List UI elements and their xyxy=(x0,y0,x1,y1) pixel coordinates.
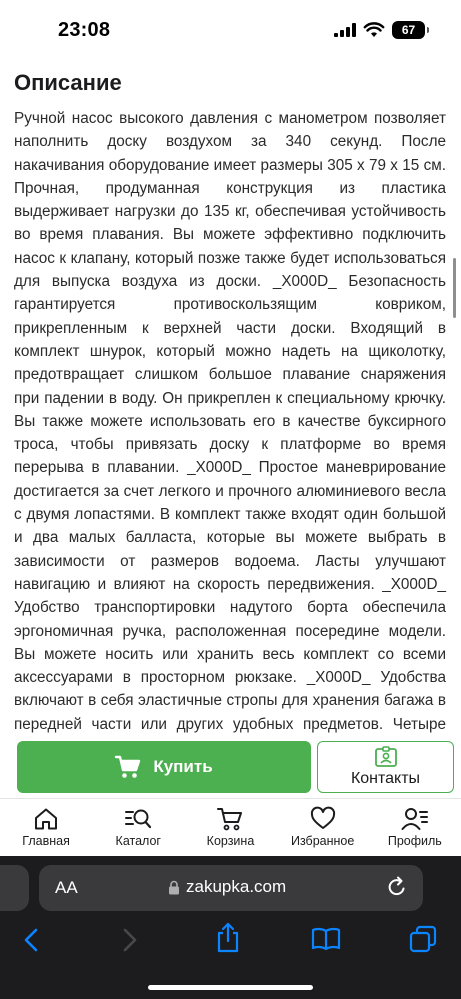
cellular-signal-icon xyxy=(334,23,356,37)
home-indicator xyxy=(148,985,313,990)
home-icon xyxy=(33,807,59,831)
tab-cart[interactable] xyxy=(185,799,275,856)
tab-favorites[interactable] xyxy=(278,799,368,856)
product-description: Ручной насос высокого давления с манометром позволяет наполнить доску воздухом за 340 секунд. После накачивания оборудование имеет размеры 305 x 79 x 15 см. Прочная, продуманная конструкция из пластика выдерживает нагрузки до 135 кг, обеспечивая устойчивость во время плавания. Вы можете эффективно подключить насос к клапану, который позже также будет использоваться для выпуска воздуха из доски. _X000D_ Безопасность гарантируется противоскользящим ковриком, прикрепленным к верхней части доски. Входящий в комплект шнурок, который можно надеть на щиколотку, предотвращает слишком большое плавание снаряжения при падении в воду. Он прикреплен к специальному крючку. Вы также можете использовать его в качестве буксирного троса, чтобы привязать доску к платформе во время перерыва в плавании. _X000D_ Простое маневрирование достигается за счет легкого и прочного алюминиевого весла с двумя лопастями. В комплект также входят один большой и два малых балласта, которые вы можете выбрать в зависимости от размеров водоема. Ласты улучшают навигацию и влияют на скорость передвижения. _X000D_ Удобство транспортировки надутого борта обеспечила эргономичная ручка, расположенная посередине модели. Вы можете носить или хранить весь комплект со всеми аксессуарами в просторном рюкзаке. _X000D_ Удобства включают в себя эластичные стропы для хранения багажа в передней части или других удобных предметов. Четыре xyxy=(14,110,446,733)
cart-icon xyxy=(115,755,141,779)
tab-profile[interactable] xyxy=(370,799,460,856)
reader-settings-button[interactable]: AA xyxy=(55,878,78,897)
buy-button[interactable] xyxy=(17,741,311,793)
tab-home-label: Главная xyxy=(22,834,70,848)
share-icon[interactable] xyxy=(215,922,241,954)
url-text: zakupka.com xyxy=(186,877,287,896)
action-bar xyxy=(0,737,461,798)
bookmarks-icon[interactable] xyxy=(311,927,341,951)
tabs-icon[interactable] xyxy=(409,925,437,953)
scroll-indicator[interactable] xyxy=(453,258,456,318)
battery-level: 67 xyxy=(401,23,416,37)
catalog-search-icon xyxy=(124,807,152,831)
tab-profile-label: Профиль xyxy=(387,834,442,848)
cart-icon xyxy=(217,807,243,831)
battery-icon xyxy=(392,21,425,39)
tab-catalog-label: Каталог xyxy=(115,834,161,848)
contact-card-icon xyxy=(374,746,398,768)
tab-home[interactable] xyxy=(1,799,91,856)
profile-icon xyxy=(401,807,429,831)
url-display[interactable] xyxy=(168,877,286,897)
status-time: 23:08 xyxy=(58,19,111,41)
status-bar xyxy=(0,0,461,62)
forward-icon[interactable] xyxy=(121,928,139,952)
previous-tab-pill[interactable] xyxy=(0,865,29,911)
bottom-tab-bar xyxy=(0,798,461,856)
heart-icon xyxy=(310,807,336,831)
reload-icon[interactable] xyxy=(386,876,408,898)
lock-icon xyxy=(168,880,180,895)
tab-catalog[interactable] xyxy=(93,799,183,856)
status-icons xyxy=(334,21,425,39)
wifi-icon xyxy=(364,23,384,38)
buy-button-label: Купить xyxy=(153,757,213,776)
tab-favorites-label: Избранное xyxy=(290,834,355,848)
back-icon[interactable] xyxy=(22,928,40,952)
tab-cart-label: Корзина xyxy=(206,834,255,848)
contacts-button[interactable] xyxy=(317,741,454,793)
section-title: Описание xyxy=(14,70,122,95)
contacts-button-label: Контакты xyxy=(350,770,421,787)
